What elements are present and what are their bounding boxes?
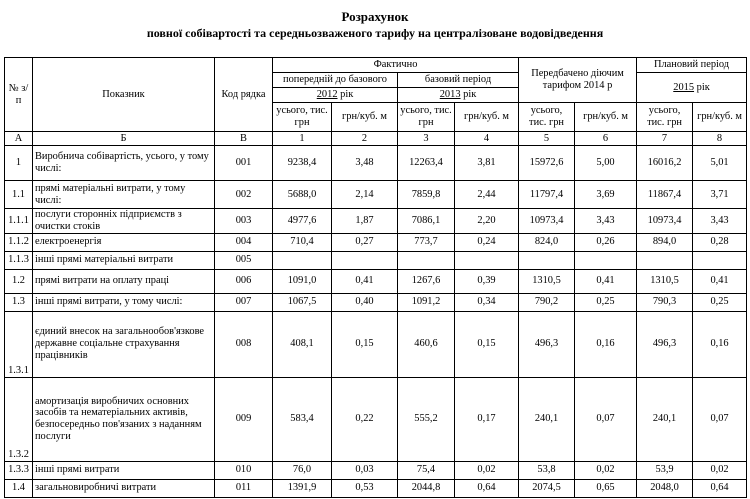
row-indicator: загальновиробничі витрати [33,479,215,497]
row-number: 1.1.3 [5,251,33,269]
row-value: 496,3 [519,311,575,377]
header-prev-period-2: 2012 рік [273,88,398,103]
row-value [398,251,455,269]
header-indicator: Показник [33,58,215,132]
row-code: 003 [215,209,273,234]
index-cell: 5 [519,132,575,146]
header-total-3: усього, тис. грн [398,103,455,132]
row-value: 53,8 [519,461,575,479]
header-planned-1: Плановий період [637,58,747,73]
row-number: 1 [5,146,33,181]
header-prev-period-1: попередній до базового [273,73,398,88]
row-indicator: інші прямі матеріальні витрати [33,251,215,269]
row-value: 710,4 [273,233,332,251]
row-code: 006 [215,269,273,293]
row-value: 1310,5 [519,269,575,293]
row-value: 0,25 [575,293,637,311]
row-value: 1067,5 [273,293,332,311]
row-value: 496,3 [637,311,693,377]
row-value: 0,16 [693,311,747,377]
row-value: 0,07 [575,377,637,461]
row-value: 0,16 [575,311,637,377]
table-row [5,461,747,479]
row-value: 0,15 [332,311,398,377]
row-number: 1.1.1 [5,209,33,234]
row-number: 1.4 [5,479,33,497]
table-row [5,479,747,497]
header-per-m3-6: грн/куб. м [575,103,637,132]
row-value: 0,25 [693,293,747,311]
row-value: 10973,4 [519,209,575,234]
row-value [637,251,693,269]
row-value: 7859,8 [398,181,455,209]
table-row [5,233,747,251]
row-value: 0,41 [575,269,637,293]
row-value: 3,71 [693,181,747,209]
row-value: 5,00 [575,146,637,181]
row-code: 009 [215,377,273,461]
row-value: 1267,6 [398,269,455,293]
cost-table [4,57,747,498]
index-row [5,132,747,146]
header-per-m3-4: грн/куб. м [455,103,519,132]
row-value: 10973,4 [637,209,693,234]
header-num: № з/п [5,58,33,132]
row-value [693,251,747,269]
row-value: 0,28 [693,233,747,251]
row-number: 1.1.2 [5,233,33,251]
document-subtitle: повної собівартості та середньозваженого тарифу на централізоване водовідведення [146,26,604,40]
table-row [5,377,747,461]
row-value: 75,4 [398,461,455,479]
row-value: 11797,4 [519,181,575,209]
row-code: 002 [215,181,273,209]
table-row [5,251,747,269]
index-cell: В [215,132,273,146]
row-value: 2,20 [455,209,519,234]
header-per-m3-2: грн/куб. м [332,103,398,132]
row-value: 824,0 [519,233,575,251]
row-value: 0,65 [575,479,637,497]
row-value: 790,3 [637,293,693,311]
row-value: 11867,4 [637,181,693,209]
row-indicator: інші прямі витрати, у тому числі: [33,293,215,311]
row-indicator: електроенергія [33,233,215,251]
row-number: 1.3.1 [5,311,33,377]
row-value: 2074,5 [519,479,575,497]
row-value: 2,14 [332,181,398,209]
row-indicator: послуги сторонніх підприємств з очистки стоків [33,209,215,234]
row-value [455,251,519,269]
row-indicator: прямі матеріальні витрати, у тому числі: [33,181,215,209]
row-number: 1.3.3 [5,461,33,479]
row-value: 0,40 [332,293,398,311]
row-value: 7086,1 [398,209,455,234]
index-cell: 2 [332,132,398,146]
row-value: 0,41 [332,269,398,293]
row-value: 240,1 [519,377,575,461]
row-value: 9238,4 [273,146,332,181]
row-indicator: Виробнича собівартість, усього, у тому числі: [33,146,215,181]
row-value: 2048,0 [637,479,693,497]
row-code: 004 [215,233,273,251]
row-value: 0,64 [455,479,519,497]
row-value: 0,02 [575,461,637,479]
table-body [5,146,747,498]
header-total-5: усього, тис. грн [519,103,575,132]
index-cell: А [5,132,33,146]
row-value: 0,07 [693,377,747,461]
row-value: 3,48 [332,146,398,181]
row-number: 1.3.2 [5,377,33,461]
header-planned-2: 2015 рік [637,73,747,103]
row-value: 0,53 [332,479,398,497]
row-value: 0,27 [332,233,398,251]
row-value: 0,03 [332,461,398,479]
row-indicator: амортизація виробничих основних засобів та нематеріальних активів, безпосередньо пов'язаних з наданням послуги [33,377,215,461]
row-number: 1.3 [5,293,33,311]
header-base-period-2: 2013 рік [398,88,519,103]
table-row [5,146,747,181]
row-value [575,251,637,269]
header-total-1: усього, тис. грн [273,103,332,132]
row-value: 0,17 [455,377,519,461]
row-value: 460,6 [398,311,455,377]
row-indicator: інші прямі витрати [33,461,215,479]
row-value: 15972,6 [519,146,575,181]
row-value: 76,0 [273,461,332,479]
table-row [5,269,747,293]
table-row [5,209,747,234]
row-value: 1391,9 [273,479,332,497]
row-value: 1,87 [332,209,398,234]
index-cell: Б [33,132,215,146]
row-value: 773,7 [398,233,455,251]
row-value: 3,43 [575,209,637,234]
index-cell: 6 [575,132,637,146]
row-value: 1310,5 [637,269,693,293]
row-code: 005 [215,251,273,269]
row-number: 1.2 [5,269,33,293]
index-cell: 4 [455,132,519,146]
table-row [5,181,747,209]
row-value: 0,39 [455,269,519,293]
row-value: 0,34 [455,293,519,311]
header-code: Код рядка [215,58,273,132]
row-code: 011 [215,479,273,497]
row-code: 010 [215,461,273,479]
row-value: 12263,4 [398,146,455,181]
row-value: 16016,2 [637,146,693,181]
row-value: 555,2 [398,377,455,461]
row-code: 001 [215,146,273,181]
index-cell: 1 [273,132,332,146]
header-per-m3-8: грн/куб. м [693,103,747,132]
row-value: 4977,6 [273,209,332,234]
row-value: 0,24 [455,233,519,251]
row-value: 1091,0 [273,269,332,293]
row-value: 2,44 [455,181,519,209]
row-value: 583,4 [273,377,332,461]
row-value: 240,1 [637,377,693,461]
row-code: 008 [215,311,273,377]
row-value: 0,64 [693,479,747,497]
row-value: 408,1 [273,311,332,377]
row-number: 1.1 [5,181,33,209]
row-value [519,251,575,269]
header-base-period-1: базовий період [398,73,519,88]
index-cell: 8 [693,132,747,146]
document-title: Розрахунок [341,9,409,24]
table-row [5,293,747,311]
header-tariff-2014: Передбачено діючим тарифом 2014 р [519,58,637,103]
index-cell: 7 [637,132,693,146]
row-value: 3,69 [575,181,637,209]
row-value: 3,81 [455,146,519,181]
row-value: 0,41 [693,269,747,293]
index-cell: 3 [398,132,455,146]
row-value: 0,02 [693,461,747,479]
row-value: 3,43 [693,209,747,234]
row-value: 53,9 [637,461,693,479]
row-value: 2044,8 [398,479,455,497]
row-value: 0,22 [332,377,398,461]
row-indicator: прямі витрати на оплату праці [33,269,215,293]
row-value: 0,02 [455,461,519,479]
row-value: 0,26 [575,233,637,251]
row-value: 1091,2 [398,293,455,311]
table-row [5,311,747,377]
row-value: 894,0 [637,233,693,251]
row-indicator: єдиний внесок на загальнообов'язкове державне соціальне страхування працівників [33,311,215,377]
row-value [273,251,332,269]
header-total-7: усього, тис. грн [637,103,693,132]
row-value: 5688,0 [273,181,332,209]
row-value: 0,15 [455,311,519,377]
row-code: 007 [215,293,273,311]
row-value [332,251,398,269]
header-actual: Фактично [273,58,519,73]
row-value: 790,2 [519,293,575,311]
row-value: 5,01 [693,146,747,181]
